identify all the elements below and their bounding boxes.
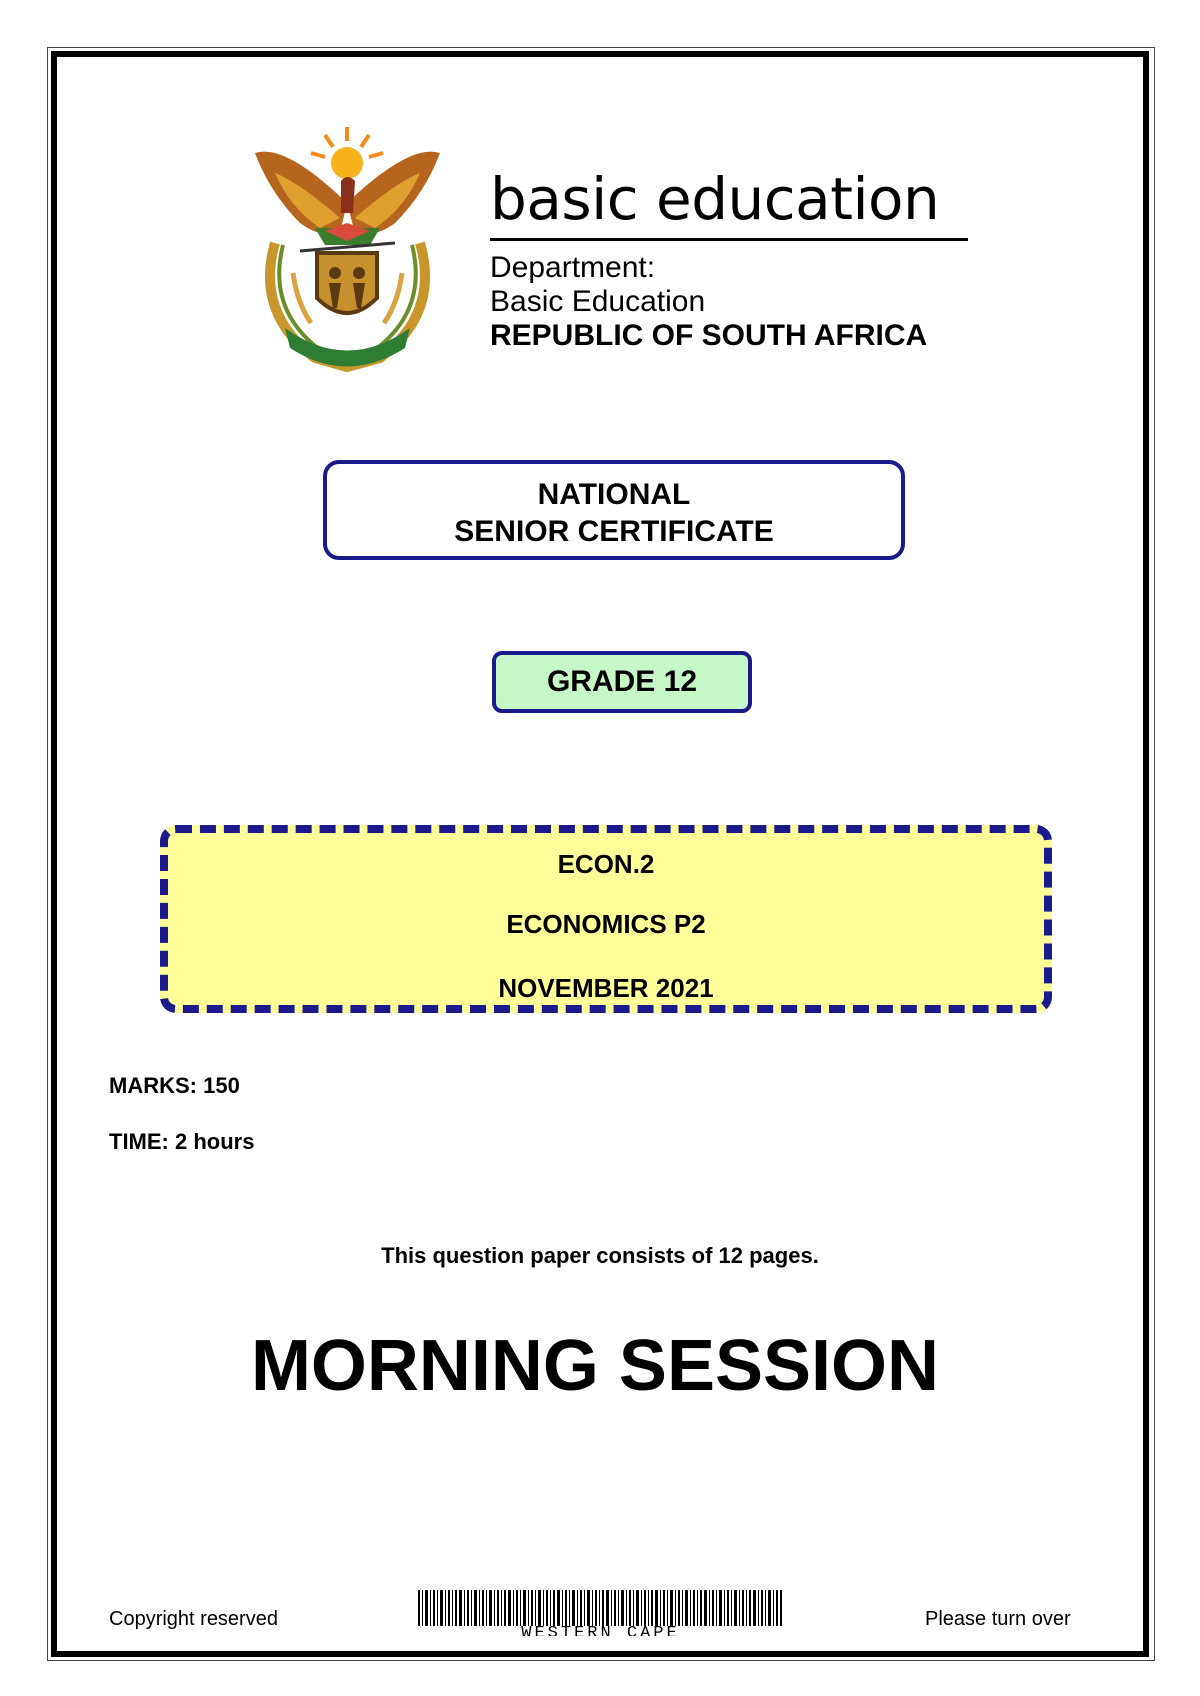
department-label: Department: — [490, 251, 656, 284]
marks-total: MARKS: 150 — [109, 1073, 240, 1098]
certificate-line-2: SENIOR CERTIFICATE — [454, 515, 774, 548]
time-allowed: TIME: 2 hours — [109, 1129, 255, 1154]
coat-of-arms-icon — [245, 123, 450, 373]
copyright-notice: Copyright reserved — [109, 1608, 278, 1630]
barcode-caption: WESTERN CAPE — [521, 1624, 680, 1636]
department-name: Basic Education — [490, 285, 706, 318]
certificate-box — [323, 460, 905, 560]
turn-over-notice: Please turn over — [925, 1608, 1071, 1630]
brand-divider — [490, 238, 968, 241]
subject-name: ECONOMICS P2 — [506, 909, 706, 939]
subject-code: ECON.2 — [557, 849, 655, 879]
grade-badge: GRADE 12 — [492, 651, 752, 713]
page-count-note: This question paper consists of 12 pages. — [381, 1243, 819, 1268]
session-heading: MORNING SESSION — [250, 1326, 940, 1406]
certificate-line-1: NATIONAL — [537, 478, 691, 511]
exam-date: NOVEMBER 2021 — [498, 973, 714, 1003]
barcode-icon — [418, 1590, 783, 1626]
country-name: REPUBLIC OF SOUTH AFRICA — [490, 319, 928, 352]
brand-title: basic education — [490, 165, 940, 233]
subject-box — [160, 825, 1052, 1013]
